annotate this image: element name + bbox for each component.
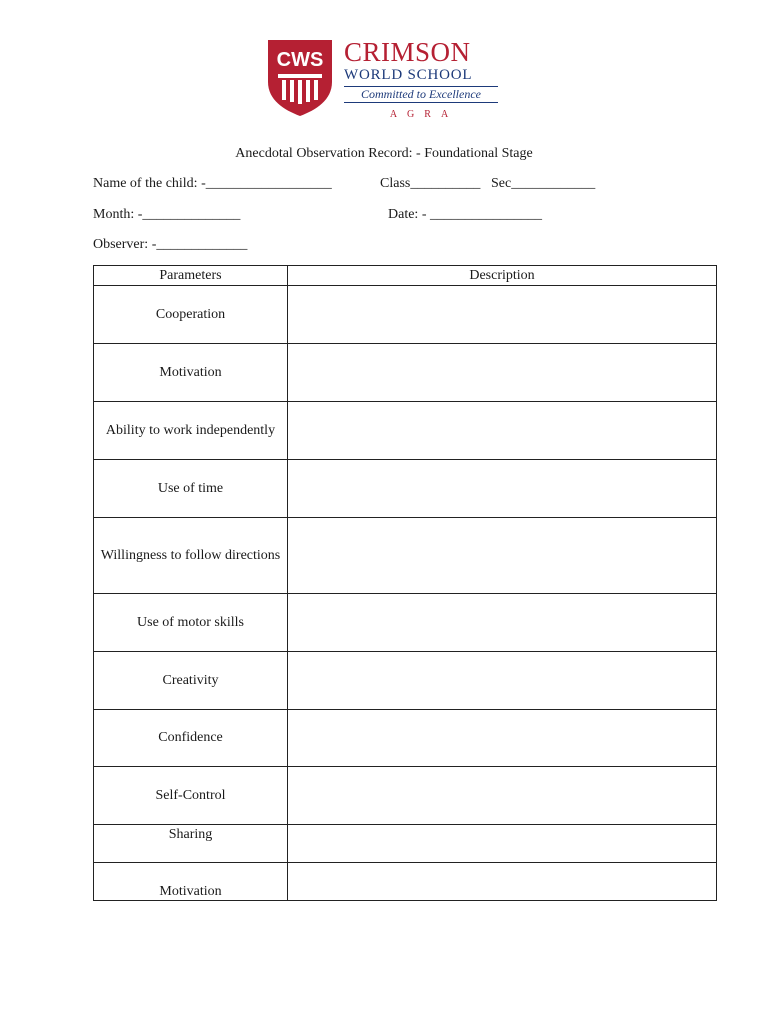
description-cell[interactable] — [288, 710, 717, 767]
table-row — [94, 402, 717, 460]
table-row — [94, 460, 717, 518]
parameter-cell: Motivation — [94, 344, 288, 402]
description-cell[interactable] — [288, 460, 717, 518]
description-cell[interactable] — [288, 344, 717, 402]
description-cell[interactable] — [288, 652, 717, 710]
parameter-cell: Use of motor skills — [94, 594, 288, 652]
school-name-line2: WORLD SCHOOL — [344, 67, 473, 83]
shield-icon — [266, 38, 334, 118]
observation-table — [93, 265, 717, 901]
parameter-cell: Sharing — [94, 825, 288, 863]
table-header-row — [94, 266, 717, 286]
parameter-cell: Creativity — [94, 652, 288, 710]
class-field[interactable]: Class__________ — [380, 176, 481, 191]
school-logo — [266, 38, 506, 122]
parameter-cell: Ability to work independently — [94, 402, 288, 460]
school-motto: Committed to Excellence — [344, 86, 498, 103]
month-field[interactable]: Month: -______________ — [93, 207, 241, 222]
logo-initials: CWS — [276, 49, 324, 71]
parameter-cell: Motivation — [94, 863, 288, 901]
table-row — [94, 652, 717, 710]
header-description: Description — [288, 266, 717, 286]
description-cell[interactable] — [288, 594, 717, 652]
date-field[interactable]: Date: - ________________ — [388, 207, 542, 222]
school-name — [344, 38, 504, 120]
school-city: AGRA — [389, 109, 459, 120]
description-cell[interactable] — [288, 518, 717, 594]
description-cell[interactable] — [288, 767, 717, 825]
observer-field[interactable]: Observer: -_____________ — [93, 237, 248, 252]
description-cell[interactable] — [288, 402, 717, 460]
description-cell[interactable] — [288, 825, 717, 863]
description-cell[interactable] — [288, 286, 717, 344]
table-row — [94, 518, 717, 594]
table-row — [94, 863, 717, 901]
description-cell[interactable] — [288, 863, 717, 901]
table-row — [94, 710, 717, 767]
page-title: Anecdotal Observation Record: - Foundational Stage — [235, 146, 533, 161]
table-row — [94, 825, 717, 863]
sec-field[interactable]: Sec____________ — [491, 176, 596, 191]
parameter-cell: Use of time — [94, 460, 288, 518]
parameter-cell: Willingness to follow directions — [94, 518, 288, 594]
parameter-cell: Self-Control — [94, 767, 288, 825]
parameter-cell: Cooperation — [94, 286, 288, 344]
table-row — [94, 594, 717, 652]
parameter-cell: Confidence — [94, 710, 288, 767]
table-row — [94, 344, 717, 402]
school-name-line1: CRIMSON — [344, 37, 471, 67]
table-row — [94, 286, 717, 344]
header-parameters: Parameters — [94, 266, 288, 286]
child-name-field[interactable]: Name of the child: -__________________ — [93, 176, 332, 191]
table-row — [94, 767, 717, 825]
